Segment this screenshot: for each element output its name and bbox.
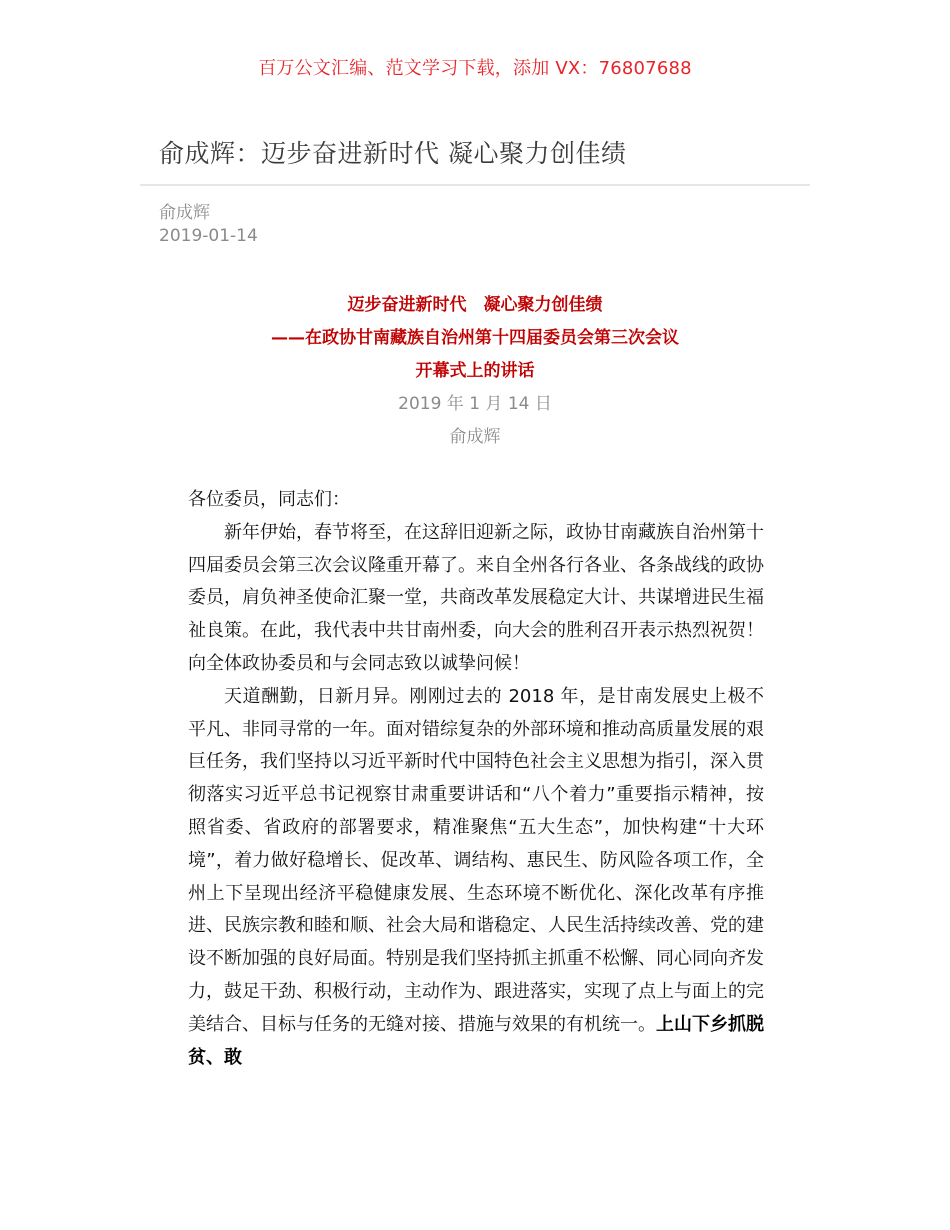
speech-title-line2: ——在政协甘南藏族自治州第十四届委员会第三次会议: [271, 328, 679, 348]
speech-date: 2019 年 1 月 14 日: [398, 394, 552, 414]
paragraph-2: [188, 681, 764, 1075]
paragraph-2-bold-text: 上山下乡抓脱贫、敢: [188, 1013, 764, 1068]
article-title: 俞成辉：迈步奋进新时代 凝心聚力创佳绩: [159, 139, 627, 168]
speech-speaker: 俞成辉: [449, 427, 501, 447]
article-date: 2019-01-14: [159, 226, 258, 246]
speech-header: [0, 289, 950, 454]
article-author: 俞成辉: [159, 203, 210, 223]
speech-body: [188, 484, 764, 1074]
promo-banner: 百万公文汇编、范文学习下载，添加 VX：76807688: [258, 58, 692, 79]
article-meta: [159, 202, 258, 248]
salutation: 各位委员，同志们：: [188, 489, 350, 510]
speech-title-line3: 开幕式上的讲话: [415, 361, 535, 381]
paragraph-2-text: 天道酬勤，日新月异。刚刚过去的 2018 年，是甘南发展史上极不平凡、非同寻常的一年。面对错综复杂的外部环境和推动高质量发展的艰巨任务，我们坚持以习近平新时代中国特色社会主义思想为指引，深入贯彻落实习近平总书记视察甘肃重要讲话和“八个着力”重要指示精神，按照省委、省政府的部署要求，精准聚焦“五大生态”，加快构建“十大环境”，着力做好稳增长、促改革、调结构、惠民生、防风险各项工作，全州上下呈现出经济平稳健康发展、生态环境不断优化、深化改革有序推进、民族宗教和睦和顺、社会大局和谐稳定、人民生活持续改善、党的建设不断加强的良好局面。特别是我们坚持抓主抓重不松懈、同心同向齐发力，鼓足干劲、积极行动，主动作为、跟进落实，实现了点上与面上的完美结合、目标与任务的无缝对接、措施与效果的有机统一。: [188, 685, 764, 1035]
title-divider: [140, 184, 810, 186]
paragraph-1: 新年伊始，春节将至，在这辞旧迎新之际，政协甘南藏族自治州第十四届委员会第三次会议隆重开幕了。来自全州各行各业、各条战线的政协委员，肩负神圣使命汇聚一堂，共商改革发展稳定大计、共谋增进民生福祉良策。在此，我代表中共甘南州委，向大会的胜利召开表示热烈祝贺！向全体政协委员和与会同志致以诚挚问候！: [188, 521, 764, 674]
speech-title-line1: 迈步奋进新时代 凝心聚力创佳绩: [347, 295, 603, 315]
